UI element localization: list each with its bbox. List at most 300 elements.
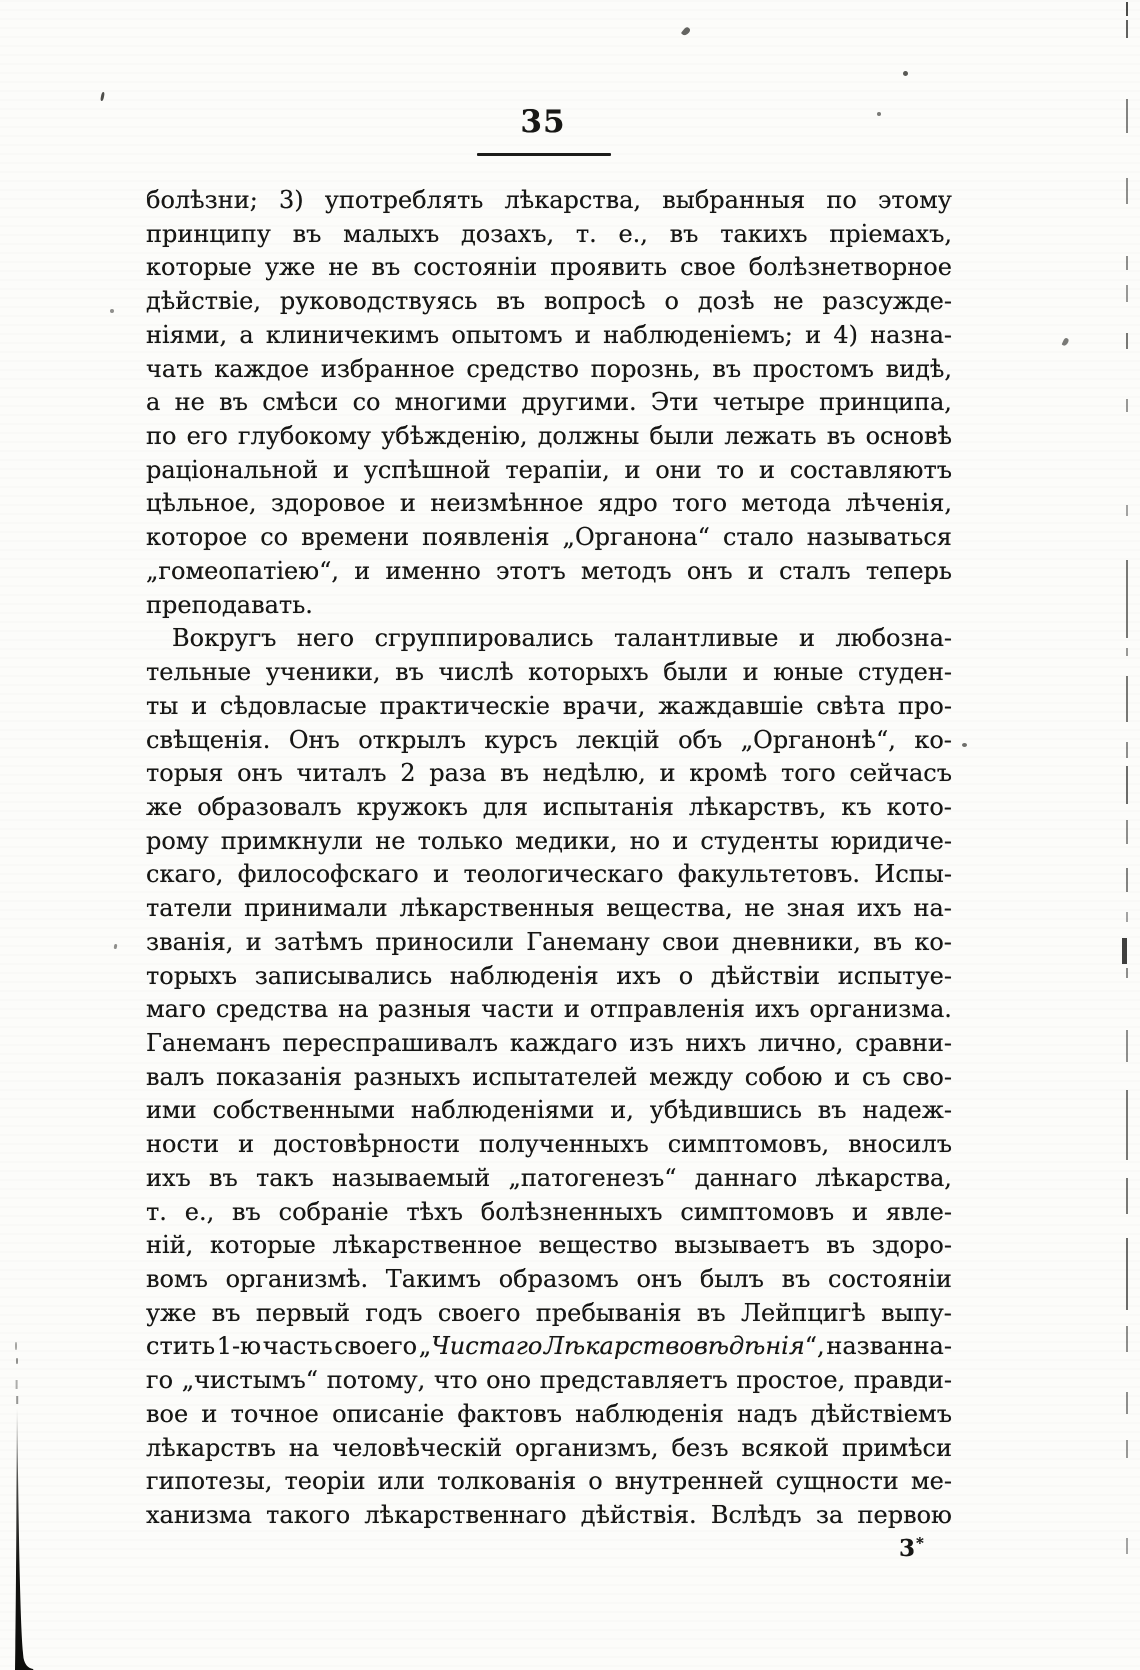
word: проявить xyxy=(550,253,668,282)
word: 2 xyxy=(400,759,416,788)
word: организмъ, xyxy=(515,1433,659,1462)
word: медики, xyxy=(515,826,618,855)
word: Ганеманъ xyxy=(146,1028,271,1057)
text-line xyxy=(146,386,952,420)
word: курсъ xyxy=(484,725,558,754)
word: ханизма xyxy=(146,1501,252,1530)
word: лекцій xyxy=(576,725,660,754)
word: читалъ xyxy=(296,759,387,788)
word: Лейпцигѣ xyxy=(741,1298,866,1327)
text-line xyxy=(146,1398,952,1432)
word: кружокъ xyxy=(356,792,468,821)
word: другими. xyxy=(521,388,637,417)
word: открылъ xyxy=(358,725,466,754)
text-line xyxy=(146,285,952,319)
word: наблюденія xyxy=(575,1399,724,1428)
scan-binding-dash xyxy=(1126,505,1128,516)
word: въ xyxy=(209,1163,238,1192)
word: не xyxy=(375,826,406,855)
word: избранное xyxy=(320,354,455,383)
word: четыре xyxy=(712,388,805,417)
scan-binding-dash xyxy=(1126,742,1128,758)
word: дневники, xyxy=(731,927,861,956)
word: болѣзнетворное xyxy=(748,253,952,282)
text-line xyxy=(146,1465,952,1499)
word: симптомовъ xyxy=(680,1197,835,1226)
word: и xyxy=(851,1197,868,1226)
word: студенты xyxy=(700,826,819,855)
word: не xyxy=(744,894,775,923)
word: годъ xyxy=(365,1298,423,1327)
word: надеж- xyxy=(862,1096,952,1125)
scan-speck xyxy=(15,1342,17,1350)
word: средства xyxy=(215,995,329,1024)
text-line xyxy=(146,1027,952,1061)
word: и xyxy=(201,1399,218,1428)
text-line: преподавать. xyxy=(146,590,313,619)
word: вещество xyxy=(538,1231,658,1260)
word: него xyxy=(296,624,355,653)
word: даннаго xyxy=(694,1163,798,1192)
page-number: 35 xyxy=(520,104,566,140)
text-line xyxy=(146,656,952,690)
text-line xyxy=(146,993,952,1027)
word: то xyxy=(716,455,745,484)
word: дѣйствіе, xyxy=(146,287,261,316)
word: въ xyxy=(873,927,903,956)
word: состояніи xyxy=(413,253,538,282)
text-line xyxy=(146,960,952,994)
word: гипотезы, xyxy=(146,1467,273,1496)
word: е., xyxy=(618,219,648,248)
word: убѣжденію, xyxy=(381,422,528,451)
word: глубокому xyxy=(237,422,372,451)
word: смѣси xyxy=(262,388,339,417)
signature-asterisk: * xyxy=(916,1534,924,1552)
word: часть xyxy=(262,1332,333,1361)
word: и xyxy=(659,759,676,788)
text-line xyxy=(146,1263,952,1297)
word: ядро xyxy=(598,489,658,518)
word: ко- xyxy=(914,927,952,956)
word: были xyxy=(649,422,715,451)
word: толкованія xyxy=(437,1467,577,1496)
scan-binding-dash xyxy=(1126,99,1128,133)
word: ими xyxy=(146,1096,197,1125)
word: и xyxy=(191,691,208,720)
word: валъ xyxy=(146,1062,205,1091)
word: со xyxy=(260,523,289,552)
word: пріемахъ, xyxy=(829,219,952,248)
word: въ xyxy=(696,1298,726,1327)
scan-speck xyxy=(681,26,691,37)
word: этотъ xyxy=(496,556,566,585)
word: этому xyxy=(877,186,952,214)
text-line xyxy=(146,724,952,758)
scan-binding-dash xyxy=(1126,1538,1128,1554)
word: вызываетъ xyxy=(674,1231,810,1260)
word: юные xyxy=(773,658,844,687)
word: къ xyxy=(841,792,872,821)
text-line xyxy=(146,1128,952,1162)
word: вносилъ xyxy=(848,1130,952,1159)
word: раза xyxy=(429,759,487,788)
scan-speck xyxy=(1062,337,1070,346)
word: свое xyxy=(680,253,736,282)
word: первою xyxy=(857,1501,952,1530)
word: испытателей xyxy=(472,1062,638,1091)
word: многими xyxy=(394,388,508,417)
word: Ганеману xyxy=(526,927,650,956)
text-line xyxy=(146,1364,952,1398)
word: онъ xyxy=(636,1265,683,1293)
text-line xyxy=(146,757,952,791)
word: съ xyxy=(861,1062,891,1091)
word: выбранныя xyxy=(662,186,806,214)
word: были xyxy=(663,658,729,687)
scan-binding-dash xyxy=(1126,1090,1128,1160)
word: простомъ xyxy=(752,354,874,383)
word: потому, xyxy=(326,1366,426,1395)
text-line xyxy=(146,825,952,859)
word: 4) xyxy=(833,320,858,349)
text-line xyxy=(146,892,952,926)
word: кромѣ xyxy=(689,759,768,788)
body-text xyxy=(146,184,952,1533)
word: неизмѣнное xyxy=(430,489,584,518)
word: дозѣ xyxy=(697,287,755,316)
word: его xyxy=(186,422,228,451)
word: въ xyxy=(500,759,529,788)
scan-speck xyxy=(110,309,114,313)
word: вещества, xyxy=(606,894,733,923)
word: теоріи xyxy=(284,1467,366,1496)
text-line xyxy=(146,1499,952,1533)
word: дѣйствія. xyxy=(580,1501,697,1530)
word: и xyxy=(747,556,764,585)
word: „гомеопатіею“, xyxy=(146,556,340,585)
word: талантливые xyxy=(613,624,779,653)
word: метода xyxy=(741,489,832,518)
word: такихъ xyxy=(720,219,808,248)
word: названна- xyxy=(826,1332,952,1361)
text-line xyxy=(146,353,952,387)
word: разныя xyxy=(378,995,472,1024)
word: лѣкарственное xyxy=(332,1231,522,1260)
word: „Чистаго xyxy=(418,1332,543,1361)
word: теперь xyxy=(865,556,952,585)
word: вопросѣ xyxy=(543,287,646,316)
word: испытанія xyxy=(543,792,674,821)
word: и xyxy=(333,455,350,484)
word: сейчасъ xyxy=(849,759,952,788)
text-line xyxy=(146,1330,952,1364)
word: затѣмъ xyxy=(274,927,364,956)
word: въ xyxy=(371,253,401,282)
scan-binding-dash xyxy=(1126,1238,1128,1310)
word: онъ xyxy=(686,556,733,585)
word: 1-ю xyxy=(216,1332,262,1361)
word: Эти xyxy=(650,388,699,417)
word: факультетовъ. xyxy=(677,860,861,889)
word: и xyxy=(563,995,580,1024)
word: про- xyxy=(898,691,952,720)
text-line xyxy=(146,1196,952,1230)
word: болѣзни; xyxy=(146,186,258,214)
word: лѣкарства, xyxy=(504,186,642,214)
word: кото- xyxy=(886,792,952,821)
signature-number: 3 xyxy=(899,1535,916,1562)
word: собственными xyxy=(212,1096,396,1125)
word: лѣкарствъ, xyxy=(688,792,827,821)
scan-binding-dash xyxy=(1126,1392,1128,1414)
signature-mark xyxy=(899,1534,924,1562)
text-line xyxy=(146,521,952,555)
word: которые xyxy=(146,253,252,282)
text-line xyxy=(146,184,952,218)
word: въ xyxy=(211,1298,241,1327)
word: въ xyxy=(292,219,322,248)
word: со xyxy=(352,388,381,417)
word: торыхъ xyxy=(146,961,237,990)
word: принципу xyxy=(146,219,271,248)
word: появленія xyxy=(422,523,550,552)
text-line xyxy=(146,319,952,353)
word: въ xyxy=(219,388,248,417)
word: званія, xyxy=(146,927,234,956)
word: на xyxy=(288,1433,320,1462)
word: Такимъ xyxy=(385,1265,482,1293)
word: и xyxy=(238,1130,255,1159)
word: и xyxy=(574,320,591,349)
scan-binding-dash xyxy=(1126,676,1128,722)
word: Онъ xyxy=(288,725,340,754)
word: пребыванія xyxy=(535,1298,682,1327)
word: Лѣкарствовѣдѣнія“, xyxy=(544,1332,825,1361)
word: части xyxy=(481,995,555,1024)
word: „чистымъ“ xyxy=(181,1366,319,1395)
word: е., xyxy=(184,1197,215,1226)
scan-binding-dash xyxy=(1126,1030,1128,1062)
scan-speck xyxy=(114,944,118,949)
word: тѣхъ xyxy=(406,1197,463,1226)
word: уже xyxy=(264,253,316,282)
word: Вслѣдъ xyxy=(710,1501,802,1530)
word: клиничекимъ xyxy=(265,320,440,349)
word: и xyxy=(834,1062,851,1091)
word: сравни- xyxy=(855,1028,952,1057)
word: оно xyxy=(486,1366,532,1395)
word: вомъ xyxy=(146,1265,208,1293)
word: и xyxy=(758,455,775,484)
text-line xyxy=(146,555,952,589)
word: дѣйствіемъ xyxy=(810,1399,952,1428)
word: надъ xyxy=(737,1399,798,1428)
word: стало xyxy=(722,523,794,552)
word: свои xyxy=(662,927,720,956)
word: терапіи, xyxy=(505,455,610,484)
word: ихъ xyxy=(146,1163,191,1192)
word: маго xyxy=(146,995,206,1024)
word: испытуе- xyxy=(837,961,952,990)
word: именно xyxy=(385,556,481,585)
word: принимали xyxy=(244,894,388,923)
word: раціональной xyxy=(146,455,319,484)
word: свѣщенія. xyxy=(146,725,271,754)
text-line xyxy=(146,1061,952,1095)
word: такъ xyxy=(255,1163,314,1192)
word: успѣшной xyxy=(363,455,491,484)
text-line xyxy=(146,1162,952,1196)
word: въ xyxy=(826,1231,856,1260)
scan-binding-dash xyxy=(1126,766,1128,804)
word: принципа, xyxy=(819,388,952,417)
word: зная xyxy=(786,894,846,923)
word: въ xyxy=(496,287,526,316)
word: средство xyxy=(466,354,579,383)
word: сгруппировались xyxy=(374,624,594,653)
word: любозна- xyxy=(835,624,952,653)
word: но xyxy=(629,826,661,855)
text-line xyxy=(146,1094,952,1128)
word: сущности xyxy=(775,1467,899,1496)
word: называемый xyxy=(332,1163,491,1192)
scan-binding-dash xyxy=(1126,1326,1128,1352)
word: по xyxy=(826,186,857,214)
word: татели xyxy=(146,894,233,923)
word: ихъ xyxy=(856,894,902,923)
word: своего xyxy=(437,1298,521,1327)
word: лѣкарственнаго xyxy=(364,1501,567,1530)
word: примѣси xyxy=(842,1433,952,1462)
word: полученныхъ xyxy=(478,1130,649,1159)
word: торыя xyxy=(146,759,224,788)
word: основѣ xyxy=(865,422,952,451)
word: каждаго xyxy=(509,1028,618,1057)
word: образомъ xyxy=(498,1265,619,1293)
word: „Органонѣ“, xyxy=(740,725,896,754)
word: внутренней xyxy=(614,1467,764,1496)
word: вое xyxy=(146,1399,189,1428)
word: называться xyxy=(806,523,952,552)
word: сталъ xyxy=(779,556,851,585)
word: числѣ xyxy=(438,658,514,687)
word: болѣзненныхъ xyxy=(480,1197,663,1226)
word: примкнули xyxy=(220,826,364,855)
word: и xyxy=(624,455,641,484)
word: лежать xyxy=(724,422,817,451)
word: недѣлю, xyxy=(542,759,646,788)
word: собою xyxy=(744,1062,823,1091)
word: „Органона“ xyxy=(562,523,710,552)
word: записывались xyxy=(254,961,433,990)
word: фактовъ xyxy=(457,1399,562,1428)
word: „патогенезъ“ xyxy=(508,1163,677,1192)
word: и xyxy=(399,489,416,518)
word: въ xyxy=(669,219,699,248)
word: ніями, xyxy=(146,320,228,349)
word: приносили xyxy=(375,927,514,956)
word: ности xyxy=(146,1130,220,1159)
word: т. xyxy=(575,219,597,248)
scan-binding-dash xyxy=(1126,178,1128,204)
scan-speck xyxy=(877,112,881,116)
word: описаніе xyxy=(332,1399,445,1428)
scan-binding-dash xyxy=(1126,968,1128,978)
word: порознь, xyxy=(590,354,701,383)
word: въ xyxy=(826,422,856,451)
text-line xyxy=(146,690,952,724)
word: и xyxy=(433,860,450,889)
word: не xyxy=(328,253,359,282)
word: отправленія xyxy=(589,995,745,1024)
word: чать xyxy=(146,354,203,383)
word: опытомъ xyxy=(451,320,563,349)
word: явле- xyxy=(885,1197,952,1226)
word: методъ xyxy=(581,556,672,585)
word: Вокругъ xyxy=(172,624,277,653)
word: ихъ xyxy=(616,961,662,990)
word: и, xyxy=(610,1096,634,1125)
word: изъ xyxy=(629,1028,674,1057)
word: того xyxy=(672,489,728,518)
word: т. xyxy=(146,1197,167,1226)
word: разсужде- xyxy=(822,287,952,316)
word: юридиче- xyxy=(830,826,952,855)
word: времени xyxy=(301,523,410,552)
word: которое xyxy=(146,523,248,552)
word: образовалъ xyxy=(197,792,342,821)
scan-crease-artifact xyxy=(6,1368,50,1670)
word: первый xyxy=(255,1298,351,1327)
text-line xyxy=(146,1432,952,1466)
word: того xyxy=(780,759,836,788)
word: философскаго xyxy=(237,860,419,889)
word: въ xyxy=(232,1197,261,1226)
scan-binding-dash xyxy=(1126,2,1128,16)
word: врачи, xyxy=(562,691,646,720)
word: дозахъ, xyxy=(461,219,555,248)
word: лѣкарственныя xyxy=(399,894,595,923)
word: по xyxy=(146,422,177,451)
word: лѣкарствъ xyxy=(146,1433,276,1462)
scan-binding-dash xyxy=(1126,1440,1128,1458)
word: и xyxy=(354,556,371,585)
word: и xyxy=(245,927,262,956)
word: такого xyxy=(266,1501,351,1530)
word: что xyxy=(433,1366,478,1395)
word: которыхъ xyxy=(528,658,649,687)
word: въ xyxy=(395,658,424,687)
word: лѣкарства, xyxy=(815,1163,952,1192)
text-line xyxy=(146,218,952,252)
text-line xyxy=(146,1229,952,1263)
word: тельные xyxy=(146,658,252,687)
word: переспрашивалъ xyxy=(282,1028,499,1057)
page-number-rule xyxy=(477,153,611,156)
word: за xyxy=(815,1501,844,1530)
word: и xyxy=(805,320,822,349)
scan-binding-dash xyxy=(1122,938,1127,964)
scan-binding-dash xyxy=(1126,20,1128,38)
word: убѣдившись xyxy=(649,1096,802,1125)
text-line xyxy=(146,926,952,960)
word: нихъ xyxy=(685,1028,747,1057)
word: лично, xyxy=(758,1028,844,1057)
scan-binding-dash xyxy=(1126,868,1128,892)
scan-binding-dash xyxy=(1126,820,1128,844)
word: составляютъ xyxy=(789,455,952,484)
